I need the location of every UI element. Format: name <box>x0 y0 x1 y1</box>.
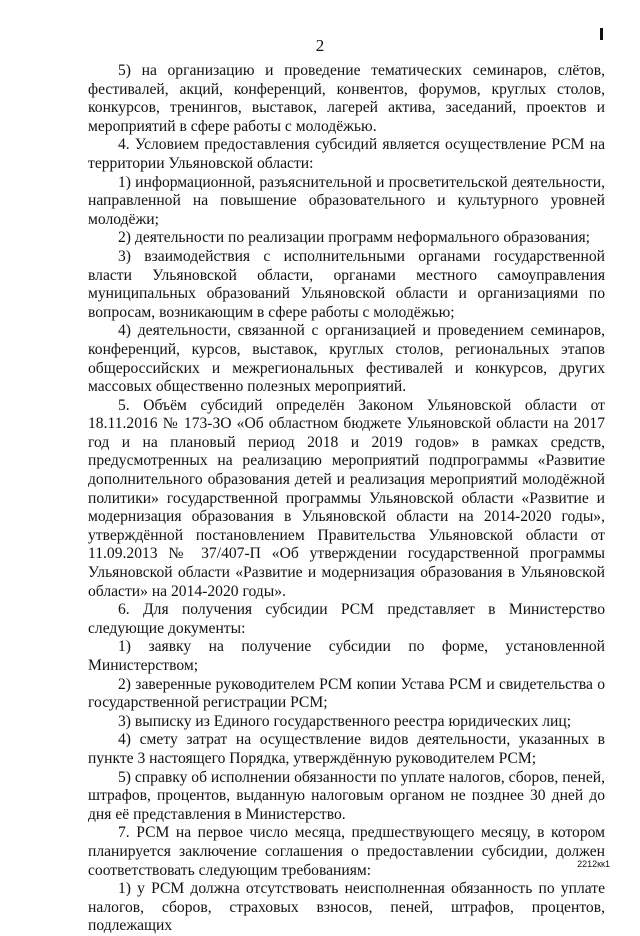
paragraph-6-item-2: 2) заверенные руководителем РСМ копии Устава РСМ и свидетельства о государственной регистрации РСМ; <box>88 675 605 712</box>
paragraph-6-documents: 6. Для получения субсидии РСМ представляет в Министерство следующие документы: <box>88 601 605 637</box>
scan-mark <box>600 28 603 40</box>
paragraph-7-item-1: 1) у РСМ должна отсутствовать неисполненная обязанность по уплате налогов, сборов, страховых взносов, пеней, штрафов, процентов, подлежащих <box>88 880 605 935</box>
paragraph-6-item-3: 3) выписку из Единого государственного реестра юридических лиц; <box>118 712 572 730</box>
paragraph-6-item-4: 4) смету затрат на осуществление видов деятельности, указанных в пункте 3 настоящего Порядка, утверждённую руководителем РСМ; <box>88 731 605 767</box>
footer-document-code: 2212кк1 <box>577 859 610 869</box>
page-number: 2 <box>315 36 325 55</box>
paragraph-5-subsidy-volume: 5. Объём субсидий определён Законом Ульяновской области от 18.11.2016 № 173-ЗО «Об областном бюджете Ульяновской области на 2017 год и на плановый период 2018 и 2019 годов» в рамках средств, предусмотренных на реализацию мероприятий подпрограммы «Развитие дополнительного образования детей и реализация мероприятий молодёжной политики» государственной программы Ульяновской области «Развитие и модернизация образования в Ульяновской области на 2014-2020 годы», утверждённой постановлением Правительства Ульяновской области от 11.09.2013 № 37/407-П «Об утверждении государственной программы Ульяновской области «Развитие и модернизация образования в Ульяновской области» на 2014-2020 годы». <box>88 396 605 600</box>
paragraph-6-item-1: 1) заявку на получение субсидии по форме, установленной Министерством; <box>88 638 605 674</box>
paragraph-4-item-3: 3) взаимодействия с исполнительными органами государственной власти Ульяновской области, органами местного самоуправления муниципальных образований Ульяновской области и организациями по вопросам, возникающим в сфере работы с молодёжью; <box>88 247 605 321</box>
paragraph-4-item-2: 2) деятельности по реализации программ неформального образования; <box>118 229 590 247</box>
paragraph-4-conditions: 4. Условием предоставления субсидий является осуществление РСМ на территории Ульяновской области: <box>88 136 605 172</box>
paragraph-7-requirements: 7. РСМ на первое число месяца, предшествующего месяцу, в котором планируется заключение соглашения о предоставлении субсидии, должен соответствовать следующим требованиям: <box>88 824 605 879</box>
paragraph-6-item-5: 5) справку об исполнении обязанности по уплате налогов, сборов, пеней, штрафов, процентов, выданную налоговым органом не позднее 30 дней до дня её представления в Министерство. <box>88 768 605 823</box>
paragraph-4-item-4: 4) деятельности, связанной с организацией и проведением семинаров, конференций, курсов, выставок, круглых столов, региональных этапов общероссийских и межрегиональных фестивалей и конкурсов, других массовых общественно полезных мероприятий. <box>88 322 605 396</box>
paragraph-item-5-events: 5) на организацию и проведение тематических семинаров, слётов, фестивалей, акций, конференций, конвентов, форумов, круглых столов, конкурсов, тренингов, выставок, лагерей актива, заседаний, проектов и мероприятий в сфере работы с молодёжью. <box>88 62 605 135</box>
paragraph-4-item-1: 1) информационной, разъяснительной и просветительской деятельности, направленной на повышение образовательного и культурного уровней молодёжи; <box>88 173 605 228</box>
document-body <box>88 62 605 936</box>
